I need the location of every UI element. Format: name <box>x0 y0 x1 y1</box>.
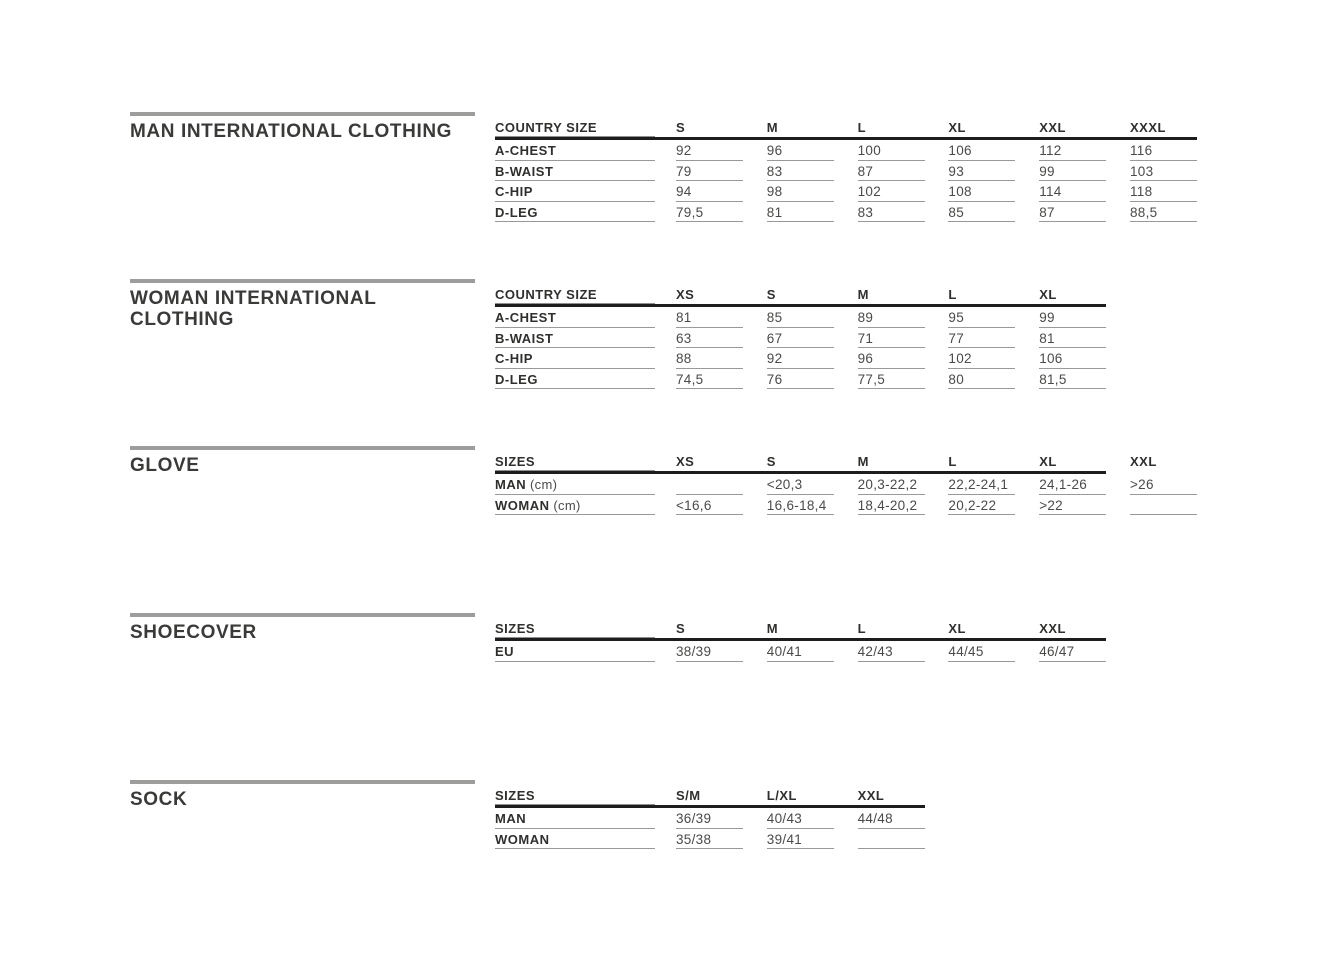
size-value-cell: <16,6 <box>676 495 743 516</box>
row-label: C-HIP <box>495 348 655 369</box>
header-label: COUNTRY SIZE <box>495 116 655 137</box>
size-value-cell: 20,2-22 <box>948 495 1015 516</box>
size-value-cell <box>676 474 743 495</box>
size-value-cell: 36/39 <box>676 808 743 829</box>
size-value-cell: 79,5 <box>676 202 743 223</box>
size-column-header: M <box>766 620 779 636</box>
size-value-cell: 81 <box>676 307 743 328</box>
table-header-row <box>495 116 1221 137</box>
row-label: D-LEG <box>495 369 655 390</box>
size-value-cell <box>858 829 925 850</box>
size-column-header: XXL <box>1039 620 1066 636</box>
size-column-header: S <box>676 119 686 135</box>
header-label: SIZES <box>495 784 655 805</box>
size-column-header: M <box>857 453 869 469</box>
section-accent-bar <box>130 780 475 784</box>
size-column-header: XS <box>676 453 695 469</box>
size-value-cell: 93 <box>948 161 1015 182</box>
shoecover-size-table <box>495 617 1130 662</box>
size-column-header: XXL <box>857 787 885 803</box>
size-value-cell: 85 <box>948 202 1015 223</box>
size-column-header: XXXL <box>1129 119 1166 135</box>
size-column-header: S <box>766 453 776 469</box>
size-value-cell: 94 <box>676 181 743 202</box>
size-column-header: XL <box>948 620 967 636</box>
row-label-suffix: (cm) <box>549 497 581 513</box>
header-label: SIZES <box>495 617 655 638</box>
row-label: B-WAIST <box>495 161 655 182</box>
size-value-cell: 20,3-22,2 <box>858 474 925 495</box>
size-value-cell: 46/47 <box>1039 641 1106 662</box>
size-value-cell: 39/41 <box>767 829 834 850</box>
size-value-cell: 35/38 <box>676 829 743 850</box>
header-label: COUNTRY SIZE <box>495 283 655 304</box>
row-label: D-LEG <box>495 202 655 223</box>
section-accent-bar <box>130 613 475 617</box>
size-value-cell: 103 <box>1130 161 1197 182</box>
row-label: MAN (cm) <box>495 474 655 495</box>
table-header-row <box>495 784 948 805</box>
size-value-cell: 44/45 <box>948 641 1015 662</box>
row-label: A-CHEST <box>495 140 655 161</box>
size-value-cell: 24,1-26 <box>1039 474 1106 495</box>
man-clothing-size-table <box>495 116 1221 222</box>
size-column-header: S <box>676 620 686 636</box>
size-value-cell: 22,2-24,1 <box>948 474 1015 495</box>
size-column-header: M <box>766 119 779 135</box>
size-value-cell: 96 <box>767 140 834 161</box>
size-value-cell: 42/43 <box>858 641 925 662</box>
size-value-cell: 108 <box>948 181 1015 202</box>
size-value-cell: 71 <box>858 328 925 349</box>
size-value-cell: 74,5 <box>676 369 743 390</box>
table-row <box>495 307 1130 328</box>
table-header-row <box>495 450 1221 471</box>
size-value-cell: 100 <box>858 140 925 161</box>
table-row <box>495 140 1221 161</box>
row-label: WOMAN <box>495 829 655 850</box>
section-title: MAN INTERNATIONAL CLOTHING <box>130 121 453 142</box>
table-row <box>495 202 1221 223</box>
table-header-row <box>495 283 1130 304</box>
size-column-header: XL <box>948 119 967 135</box>
table-row <box>495 161 1221 182</box>
size-value-cell: 81,5 <box>1039 369 1106 390</box>
size-value-cell: 85 <box>767 307 834 328</box>
size-column-header: XL <box>1039 453 1057 469</box>
size-column-header: L <box>948 453 957 469</box>
size-value-cell: 98 <box>767 181 834 202</box>
size-column-header: XXL <box>1129 453 1157 469</box>
size-column-header: L <box>857 119 867 135</box>
size-value-cell: 89 <box>858 307 925 328</box>
sock-size-table <box>495 784 948 849</box>
size-value-cell: 114 <box>1039 181 1106 202</box>
size-value-cell: 106 <box>1039 348 1106 369</box>
size-value-cell: 81 <box>1039 328 1106 349</box>
size-value-cell: 99 <box>1039 307 1106 328</box>
table-header-row <box>495 617 1130 638</box>
row-label-suffix: (cm) <box>526 477 558 492</box>
size-value-cell: 83 <box>767 161 834 182</box>
table-row <box>495 474 1221 495</box>
section-title: SHOECOVER <box>130 622 257 643</box>
size-value-cell: 83 <box>858 202 925 223</box>
section-accent-bar <box>130 112 475 116</box>
woman-clothing-size-table <box>495 283 1130 389</box>
size-value-cell: 76 <box>767 369 834 390</box>
size-column-header: S <box>766 286 776 302</box>
row-label: A-CHEST <box>495 307 655 328</box>
section-accent-bar <box>130 446 475 450</box>
row-label: EU <box>495 641 655 662</box>
size-column-header: L/XL <box>766 787 797 803</box>
size-value-cell: 79 <box>676 161 743 182</box>
row-label: MAN <box>495 808 655 829</box>
size-value-cell: 44/48 <box>858 808 925 829</box>
size-value-cell: 106 <box>948 140 1015 161</box>
table-row <box>495 181 1221 202</box>
size-value-cell: 16,6-18,4 <box>767 495 834 516</box>
glove-size-table <box>495 450 1221 515</box>
section-title: WOMAN INTERNATIONAL CLOTHING <box>130 288 377 330</box>
section-title: SOCK <box>130 789 188 810</box>
row-label: WOMAN (cm) <box>495 495 655 516</box>
size-value-cell <box>1130 495 1197 516</box>
size-value-cell: 102 <box>858 181 925 202</box>
size-value-cell: 18,4-20,2 <box>858 495 925 516</box>
size-column-header: M <box>857 286 869 302</box>
table-row <box>495 829 948 850</box>
size-value-cell: 77,5 <box>858 369 925 390</box>
size-value-cell: 67 <box>767 328 834 349</box>
size-column-header: S/M <box>676 787 701 803</box>
size-value-cell: 40/43 <box>767 808 834 829</box>
size-value-cell: 88,5 <box>1130 202 1197 223</box>
size-value-cell: 102 <box>948 348 1015 369</box>
table-row <box>495 348 1130 369</box>
size-value-cell: 40/41 <box>767 641 834 662</box>
size-value-cell: <20,3 <box>767 474 834 495</box>
size-value-cell: 38/39 <box>676 641 743 662</box>
size-column-header: L <box>948 286 957 302</box>
size-value-cell: 80 <box>948 369 1015 390</box>
section-title: GLOVE <box>130 455 200 476</box>
size-value-cell: 63 <box>676 328 743 349</box>
size-column-header: XS <box>676 286 695 302</box>
size-value-cell: 99 <box>1039 161 1106 182</box>
row-label: B-WAIST <box>495 328 655 349</box>
size-value-cell: 116 <box>1130 140 1197 161</box>
size-value-cell: 87 <box>858 161 925 182</box>
table-row <box>495 369 1130 390</box>
header-label: SIZES <box>495 450 655 471</box>
size-value-cell: >22 <box>1039 495 1106 516</box>
row-label: C-HIP <box>495 181 655 202</box>
size-value-cell: >26 <box>1130 474 1197 495</box>
size-value-cell: 96 <box>858 348 925 369</box>
table-row <box>495 328 1130 349</box>
size-value-cell: 92 <box>767 348 834 369</box>
size-value-cell: 81 <box>767 202 834 223</box>
size-value-cell: 77 <box>948 328 1015 349</box>
size-column-header: L <box>857 620 867 636</box>
size-value-cell: 95 <box>948 307 1015 328</box>
table-row <box>495 808 948 829</box>
size-column-header: XL <box>1039 286 1057 302</box>
table-row <box>495 641 1130 662</box>
table-row <box>495 495 1221 516</box>
size-value-cell: 87 <box>1039 202 1106 223</box>
size-value-cell: 112 <box>1039 140 1106 161</box>
section-accent-bar <box>130 279 475 283</box>
size-column-header: XXL <box>1039 119 1066 135</box>
size-value-cell: 88 <box>676 348 743 369</box>
size-value-cell: 118 <box>1130 181 1197 202</box>
size-value-cell: 92 <box>676 140 743 161</box>
